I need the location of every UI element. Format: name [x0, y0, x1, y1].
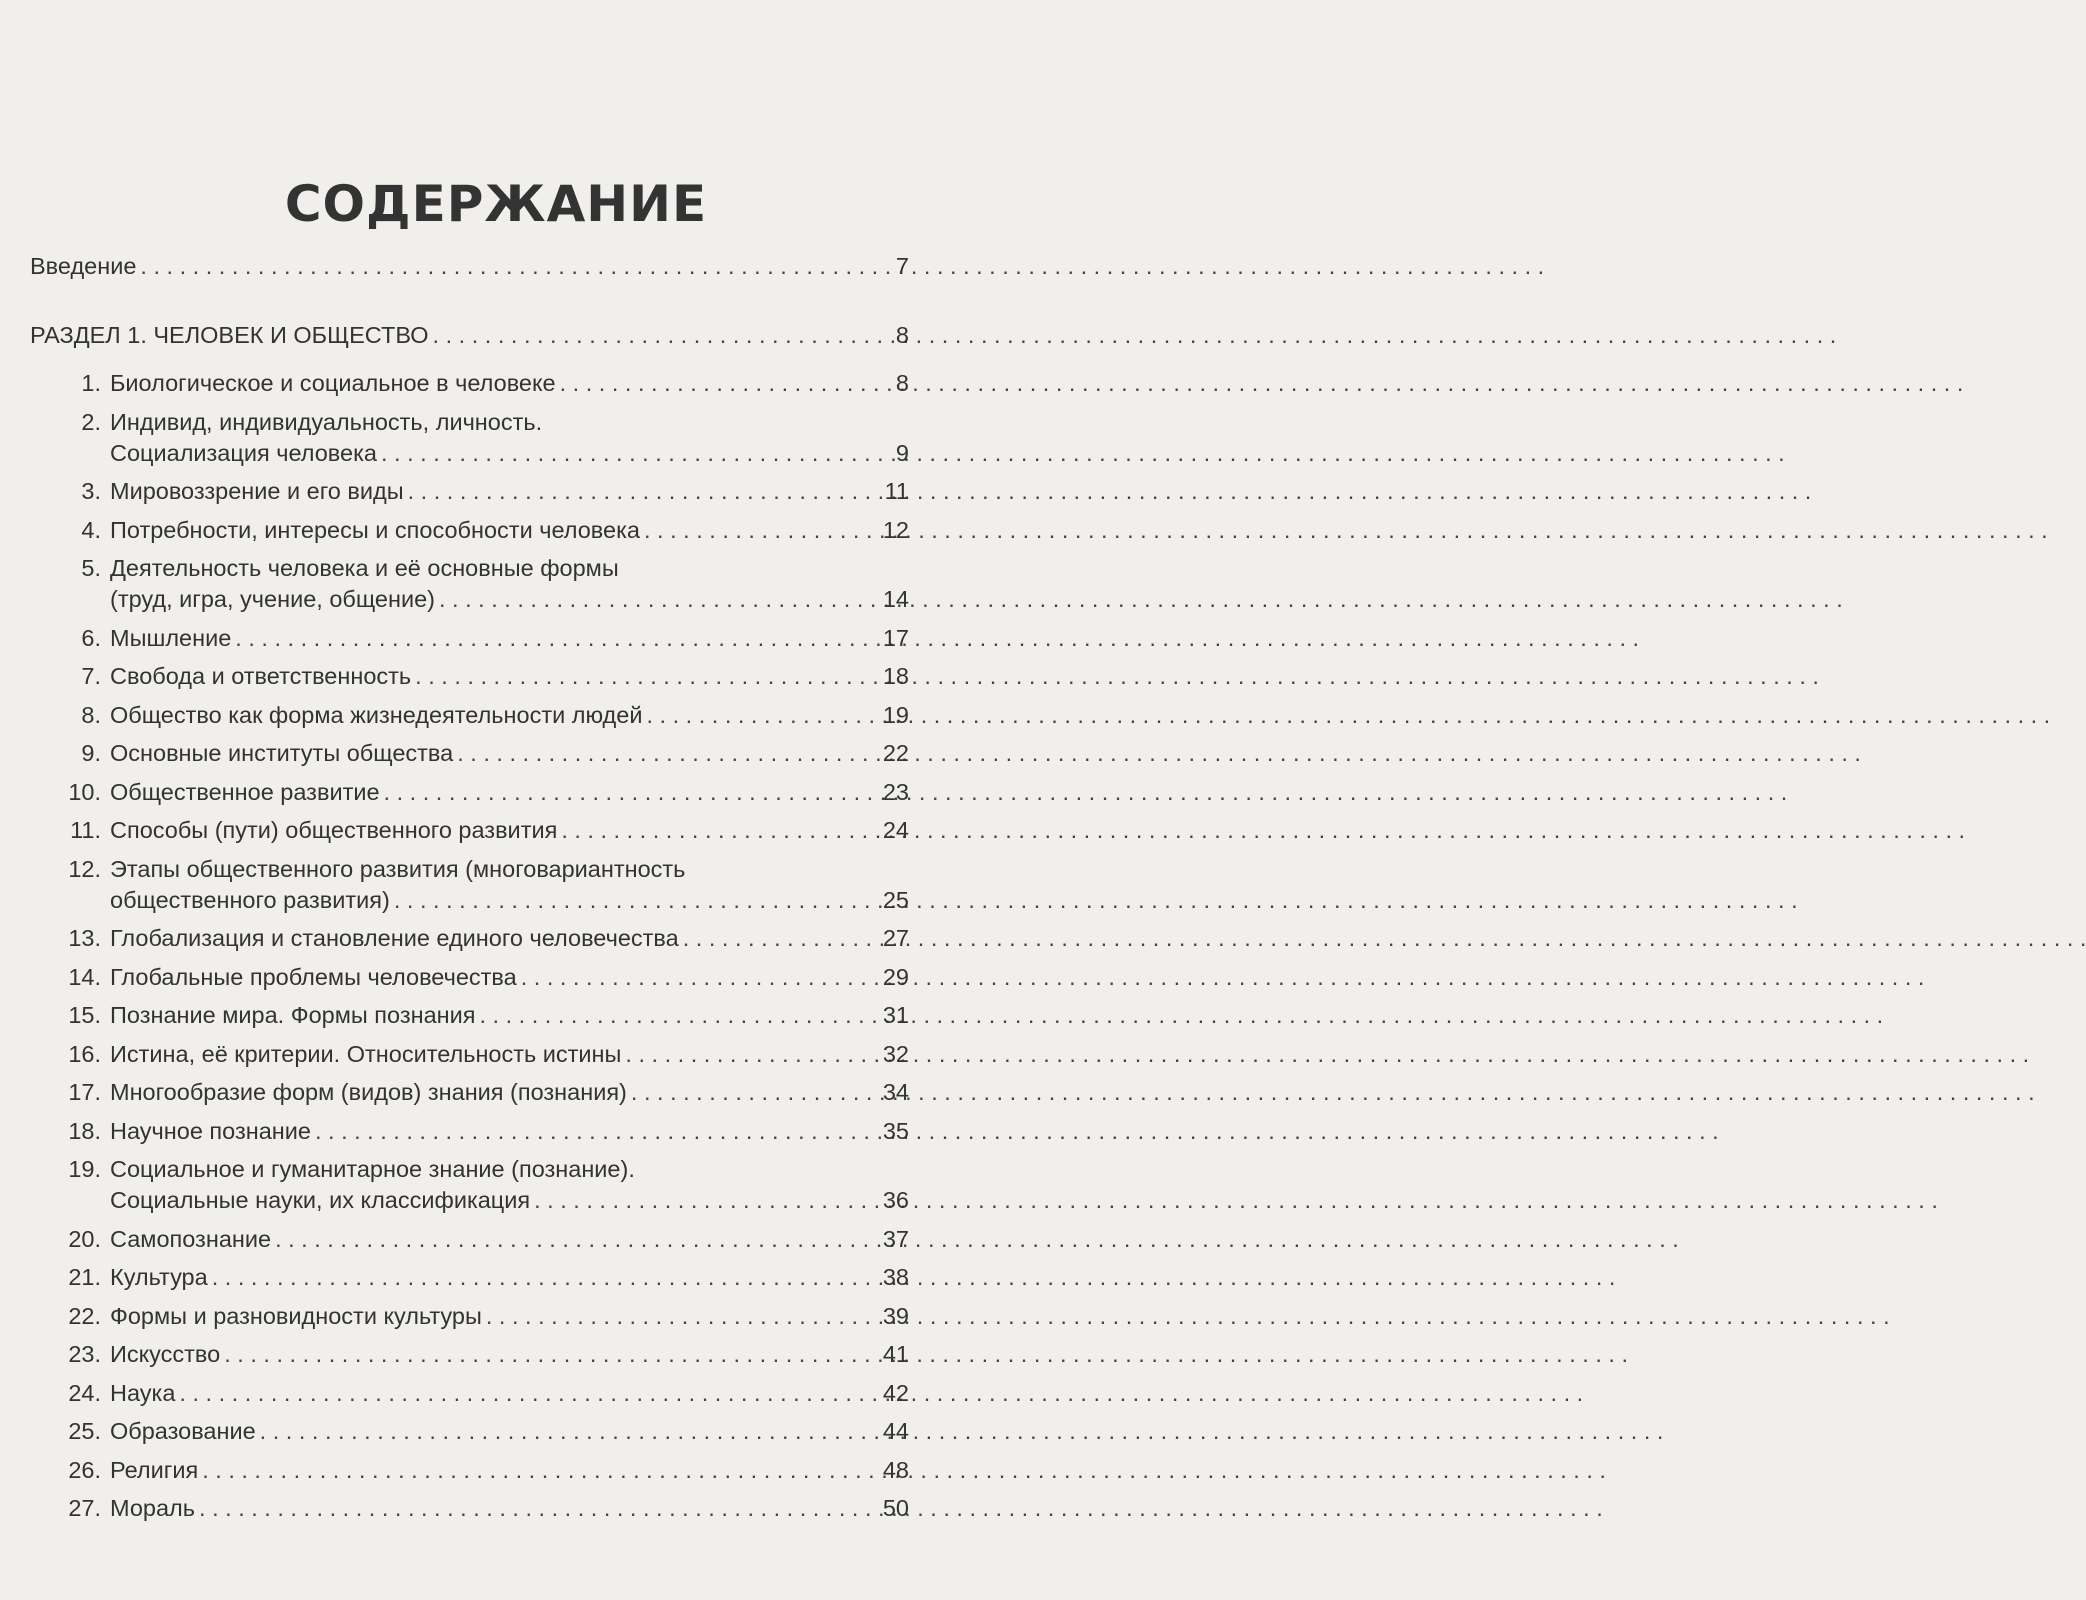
toc-item-title-line: Индивид, индивидуальность, личность.	[110, 408, 543, 435]
toc-item-number: 7.	[81, 663, 101, 689]
toc-item-row	[0, 623, 992, 653]
toc-item-title: Многообразие форм (видов) знания (познания)	[110, 1079, 627, 1105]
toc-item-number: 1.	[81, 370, 101, 396]
toc-item-number: 21.	[68, 1264, 101, 1290]
toc-page-number: 9	[895, 439, 909, 466]
toc-item-row	[0, 1185, 992, 1215]
toc-page-number: 39	[882, 1302, 909, 1329]
toc-item-row	[0, 1416, 992, 1446]
toc-item-title: Глобализация и становление единого человечества	[110, 925, 679, 951]
toc-item-number: 23.	[68, 1341, 101, 1367]
toc-item-title: Самопознание	[110, 1225, 272, 1252]
toc-item-title: общественного развития)	[110, 886, 390, 913]
toc-item-title: Наука	[110, 1379, 176, 1406]
toc-item-row	[0, 700, 992, 730]
toc-item-title: Научное познание	[110, 1117, 311, 1144]
dot-leader	[235, 623, 879, 653]
toc-item-title-line: Социальное и гуманитарное знание (познание).	[110, 1156, 635, 1182]
dot-leader	[683, 923, 879, 953]
dot-leader	[381, 438, 892, 468]
toc-item-row	[0, 1262, 992, 1292]
toc-item-title-line: Деятельность человека и её основные формы	[110, 555, 619, 581]
toc-item-title: Образование	[110, 1418, 256, 1444]
toc-item-row	[0, 1116, 992, 1146]
toc-item-number: 15.	[68, 1002, 101, 1028]
toc-item-number: 26.	[68, 1456, 101, 1483]
toc-item-title: Биологическое и социальное в человеке	[110, 370, 556, 396]
toc-item-row	[0, 476, 992, 506]
toc-page-number: 41	[882, 1341, 909, 1367]
toc-item-title: Социальные науки, их классификация	[110, 1187, 531, 1213]
toc-item-title: (труд, игра, учение, общение)	[110, 586, 435, 612]
toc-page-number: 17	[882, 624, 909, 651]
toc-item-row	[0, 962, 992, 992]
toc-item-number: 19.	[68, 1156, 101, 1182]
toc-item-row	[0, 1339, 992, 1369]
toc-page-number: 25	[882, 886, 909, 913]
toc-item-number: 17.	[68, 1079, 101, 1105]
toc-item-row	[0, 438, 992, 468]
toc-page-number: 34	[882, 1079, 909, 1105]
toc-item-number: 16.	[68, 1040, 101, 1067]
toc-page-number: 11	[884, 478, 909, 504]
toc-page-number: 8	[895, 322, 909, 348]
toc-item-number: 12.	[68, 855, 101, 882]
toc-item-number: 6.	[81, 624, 101, 651]
toc-page-number: 14	[882, 586, 909, 612]
dot-leader	[394, 885, 879, 915]
toc-item-number: 5.	[81, 555, 101, 581]
toc-item-title: Свобода и ответственность	[110, 663, 412, 689]
dot-leader	[199, 1493, 879, 1523]
toc-page-number: 35	[882, 1117, 909, 1144]
toc-item-title: Потребности, интересы и способности человека	[110, 516, 640, 543]
toc-item-number: 11.	[70, 817, 101, 843]
dot-leader	[646, 700, 878, 730]
dot-leader	[408, 476, 881, 506]
toc-page-number: 12	[882, 516, 909, 543]
section-title: РАЗДЕЛ 1. ЧЕЛОВЕК И ОБЩЕСТВО	[30, 322, 429, 348]
toc-item-title: Познание мира. Формы познания	[110, 1002, 476, 1028]
book-page	[0, 0, 992, 1600]
dot-leader	[260, 1416, 879, 1446]
dot-leader	[486, 1301, 879, 1331]
toc-item-title: Основные институты общества	[110, 740, 454, 766]
toc-item-row	[0, 815, 992, 845]
dot-leader	[457, 738, 879, 768]
dot-leader	[384, 777, 879, 807]
toc-page-number: 31	[882, 1002, 909, 1028]
toc-item-row	[0, 515, 992, 545]
dot-leader	[415, 661, 879, 691]
toc-item-title-line: Этапы общественного развития (многовариантность	[110, 855, 686, 882]
toc-item-number: 10.	[68, 778, 101, 805]
toc-item-row	[0, 1077, 992, 1107]
toc-page-number: 22	[882, 740, 909, 766]
dot-leader	[534, 1185, 879, 1215]
toc-item-title: Мировоззрение и его виды	[110, 478, 404, 504]
toc-page-number: 36	[882, 1187, 909, 1213]
toc-item-number: 8.	[81, 701, 101, 728]
toc-entry-title: Введение	[30, 253, 137, 279]
toc-page-number: 19	[882, 701, 909, 728]
toc-item-row	[0, 923, 992, 953]
toc-item-row	[0, 368, 992, 398]
toc-item-number: 22.	[68, 1302, 101, 1329]
toc-item-number: 20.	[68, 1225, 101, 1252]
toc-item-row	[0, 661, 992, 691]
dot-leader	[212, 1262, 879, 1292]
dot-leader	[625, 1039, 878, 1069]
toc-item-row	[0, 1000, 992, 1030]
toc-page-number: 44	[882, 1418, 909, 1444]
toc-item-title: Истина, её критерии. Относительность истины	[110, 1040, 622, 1067]
toc-page-number: 7	[895, 253, 909, 279]
toc-item-number: 9.	[81, 740, 101, 766]
dot-leader	[644, 515, 879, 545]
toc-item-number: 2.	[81, 408, 101, 435]
page-title: СОДЕРЖАНИЕ	[284, 175, 708, 233]
dot-leader	[140, 251, 892, 281]
toc-item-title: Социализация человека	[110, 439, 377, 466]
toc-page-number: 23	[882, 778, 909, 805]
toc-section-heading	[0, 320, 992, 350]
dot-leader	[561, 815, 879, 845]
toc-item-number: 4.	[81, 516, 101, 543]
dot-leader	[560, 368, 892, 398]
dot-leader	[202, 1455, 879, 1485]
toc-item-number: 18.	[68, 1117, 101, 1144]
dot-leader	[631, 1077, 879, 1107]
toc-item-row	[0, 1301, 992, 1331]
dot-leader	[439, 584, 879, 614]
dot-leader	[433, 320, 892, 350]
toc-page-number: 24	[882, 817, 909, 843]
dot-leader	[521, 962, 879, 992]
dot-leader	[479, 1000, 878, 1030]
toc-item-title: Искусство	[110, 1341, 221, 1367]
toc-item-number: 13.	[68, 925, 101, 951]
toc-item-title: Культура	[110, 1264, 208, 1290]
toc-page-number: 32	[882, 1040, 909, 1067]
toc-item-row	[0, 738, 992, 768]
toc-item-number: 24.	[68, 1379, 101, 1406]
toc-item-row	[0, 1224, 992, 1254]
toc-item-number: 14.	[68, 963, 101, 990]
toc-item-number: 27.	[68, 1495, 101, 1521]
toc-item-row	[0, 885, 992, 915]
toc-item-title: Способы (пути) общественного развития	[110, 817, 558, 843]
toc-item-title: Мораль	[110, 1495, 196, 1521]
toc-item-number: 3.	[81, 478, 101, 504]
toc-page-number: 48	[882, 1456, 909, 1483]
toc-item-title: Общественное развитие	[110, 778, 380, 805]
dot-leader	[315, 1116, 879, 1146]
toc-item-title: Общество как форма жизнедеятельности людей	[110, 701, 643, 728]
dot-leader	[275, 1224, 879, 1254]
toc-item-row	[0, 1039, 992, 1069]
toc-item-title: Мышление	[110, 624, 232, 651]
toc-item-title: Религия	[110, 1456, 199, 1483]
toc-item-title: Формы и разновидности культуры	[110, 1302, 482, 1329]
toc-page-number: 37	[882, 1225, 909, 1252]
dot-leader	[179, 1378, 878, 1408]
dot-leader	[224, 1339, 879, 1369]
toc-item-row	[0, 1378, 992, 1408]
toc-item-row	[0, 777, 992, 807]
toc-page-number: 27	[882, 925, 909, 951]
toc-entry-intro	[0, 251, 992, 281]
toc-item-title: Глобальные проблемы человечества	[110, 963, 517, 990]
toc-item-number: 25.	[68, 1418, 101, 1444]
toc-page-number: 38	[882, 1264, 909, 1290]
toc-page-number: 29	[882, 963, 909, 990]
toc-page-number: 50	[882, 1495, 909, 1521]
toc-page-number: 8	[895, 370, 909, 396]
toc-page-number: 42	[882, 1379, 909, 1406]
toc-page-number: 18	[882, 663, 909, 689]
toc-item-row	[0, 584, 992, 614]
toc-item-row	[0, 1493, 992, 1523]
toc-item-row	[0, 1455, 992, 1485]
